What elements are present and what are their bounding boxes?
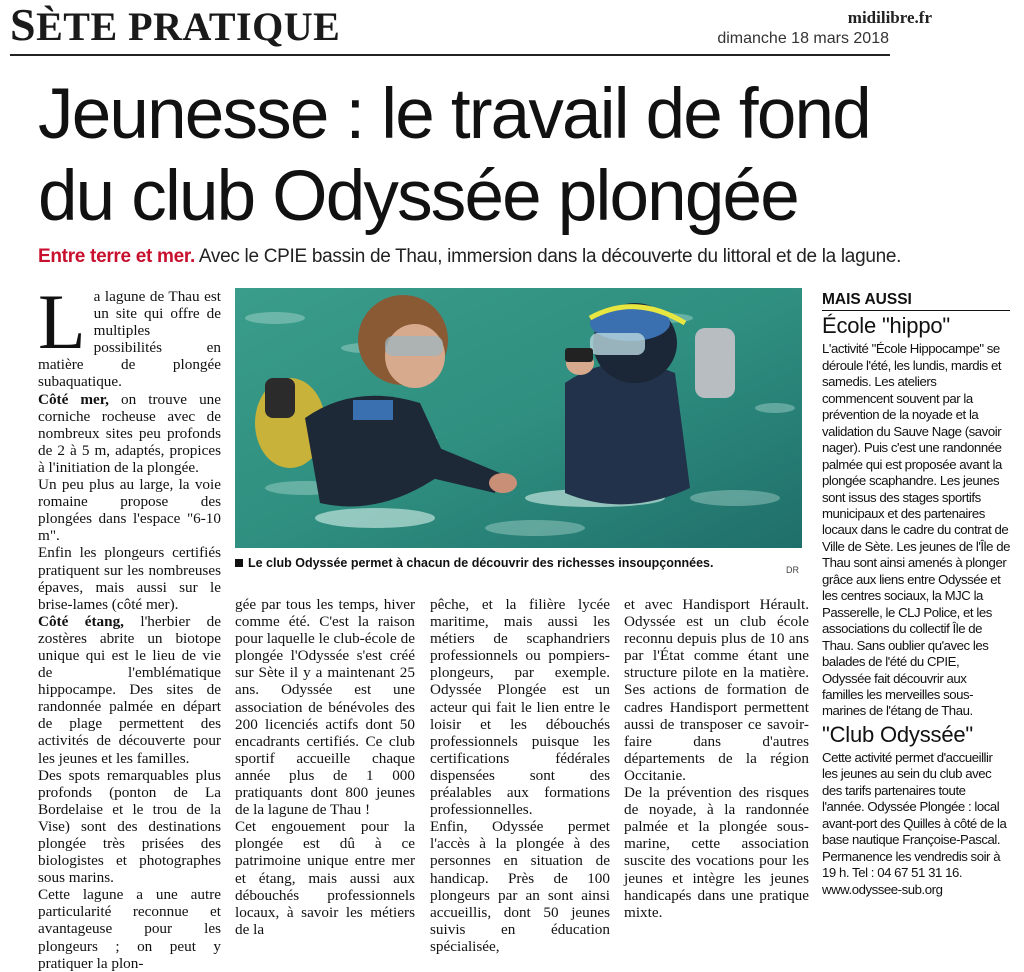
photo-credit: DR	[786, 565, 799, 575]
paragraph: Cet engouement pour la plongée est dû à ce patrimoine unique entre mer et étang, mais aussi aux débouchés professionnels locaux, à savoir les métiers de la	[235, 818, 415, 938]
headline-line-1: Jeunesse : le travail de fond	[38, 75, 870, 154]
caption-square-icon	[235, 559, 243, 567]
sidebar-header: MAIS AUSSI	[822, 292, 1010, 311]
paragraph: et avec Handisport Hérault. Odyssée est un club école reconnu depuis plus de 10 ans par l'État comme étant une structure pilote en la matière. Ses actions de formation de cadres Handisport permettent aussi de transposer ce savoir-faire dans d'autres départements de la région Occitanie.	[624, 596, 809, 784]
section-name: ÈTE PRATIQUE	[36, 4, 341, 49]
article-column-3	[430, 596, 610, 955]
paragraph: Un peu plus au large, la voie romaine propose des plongées dans l'espace "6-10 m".	[38, 476, 221, 545]
sidebar-box	[822, 292, 1010, 898]
header-rule	[10, 54, 890, 56]
caption-text: Le club Odyssée permet à chacun de découvrir des richesses insoupçonnées.	[248, 556, 714, 570]
paragraph: gée par tous les temps, hiver comme été. C'est la raison pour laquelle le club-école de plongée l'Odyssée s'est créé sur Sète il y a maintenant 25 ans. Odyssée est une association de bénévoles des 200 licenciés actifs dont 50 encadrants certifiés. Ce club sportif accueille chaque année plus de 1 000 pratiquants dont 800 jeunes de la lagune de Thau !	[235, 596, 415, 819]
cote-mer-text: on trouve une corniche rocheuse avec de nombreux sites peu profonds de 2 à 5 m, adaptés, propices à l'initiation de la plongée.	[38, 390, 222, 476]
sidebar-website: www.odyssee-sub.org	[822, 881, 943, 897]
kicker-lead: Entre terre et mer.	[38, 246, 195, 267]
section-title	[10, 2, 340, 50]
intro-text: a lagune de Thau est un site qui offre de multiples possibilités en matière de plongée subaquatique.	[38, 288, 221, 391]
article-column-4	[624, 596, 809, 921]
headline	[38, 74, 998, 238]
paragraph: Cette lagune a une autre particularité reconnue et avantageuse pour les plongeurs ; on peut y pratiquer la plon-	[38, 886, 221, 972]
article-column-2	[235, 596, 415, 938]
sidebar-text-club: Cette activité permet d'accueillir les jeunes au sein du club avec des tarifs partenaires toute l'année. Odyssée Plongée : local avant-port des Quilles à côté de la base nautique Françoise-Pascal. Permanence les vendredis soir à 19 h. Tel : 04 67 51 31 16.	[822, 749, 1007, 881]
sidebar-text-hippo: L'activité "École Hippocampe" se déroule l'été, les lundis, mardis et samedis. Les ateliers commencent souvent par la prévention de la noyade et la validation du Sauve Nage (savoir nager). Puis c'est une randonnée palmée qui est proposée avant la plongée scaphandre. Les jeunes sont issus des stages sportifs municipaux et des partenaires locaux dans le cadre du contrat de Ville de Sète. Les jeunes de l'Île de Thau sont ainsi amenés à plonger grâce aux liens entre Odyssée et les centres sociaux, la MJC la Passerelle, le CLJ Police, et les associations du collectif Île de Thau. Sans oublier qu'avec les balades de l'été du CPIE, Odyssée fait découvrir aux familles les merveilles sous-marines de l'étang de Thau.	[822, 341, 1010, 719]
paragraph: De la prévention des risques de noyade, à la randonnée palmée et la plongée sous-marine, cette association suscite des vocations pour les jeunes et intègre les jeunes handicapés dans une pratique mixte.	[624, 784, 809, 921]
section-initial: S	[10, 0, 37, 50]
kicker-text: Avec le CPIE bassin de Thau, immersion dans la découverte du littoral et de la lagune.	[198, 246, 902, 267]
headline-line-2: du club Odyssée plongée	[38, 157, 798, 236]
article-photo	[235, 288, 802, 548]
drop-cap: L	[38, 278, 86, 365]
divers-photo	[235, 288, 802, 548]
cote-etang-label: Côté étang,	[38, 612, 124, 630]
issue-date: dimanche 18 mars 2018	[717, 30, 889, 47]
sidebar-title-hippo: École "hippo"	[822, 313, 950, 339]
paragraph: Des spots remarquables plus profonds (ponton de La Bordelaise et le trou de la Vise) sont des destinations plongée très prisées des biologistes et photographes sous marins.	[38, 766, 221, 887]
site-name: midilibre.fr	[847, 8, 932, 27]
photo-caption	[235, 556, 802, 570]
article-column-1	[38, 278, 222, 972]
sidebar-title-club: "Club Odyssée"	[822, 721, 973, 747]
paragraph: Enfin les plongeurs certifiés pratiquent sur les nombreuses épaves, mais aussi sur le brise-lames (côté mer).	[38, 544, 221, 613]
cote-mer-label: Côté mer,	[38, 390, 109, 408]
paragraph: pêche, et la filière lycée maritime, mais aussi les métiers de scaphandriers professionnels ou pompiers-plongeurs, par exemple. Odyssée Plongée est un acteur qui fait le lien entre le loisir et les débouchés professionnels puisque les certifications fédérales dispensées sont des préalables aux formations professionnelles.	[430, 596, 610, 819]
kicker	[38, 246, 1018, 268]
cote-etang-text: l'herbier de zostères abrite un biotope unique qui est le lieu de vie de l'emblématique hippocampe. Des sites de randonnée palmée en départ de plage permettent des activités de découverte pour les jeunes et les familles.	[38, 612, 222, 767]
paragraph: Enfin, Odyssée permet l'accès à la plongée à des personnes en situation de handicap. Près de 100 plongeurs par an sont ainsi accueillis, dont 50 jeunes suivis en éducation spécialisée,	[430, 818, 610, 955]
